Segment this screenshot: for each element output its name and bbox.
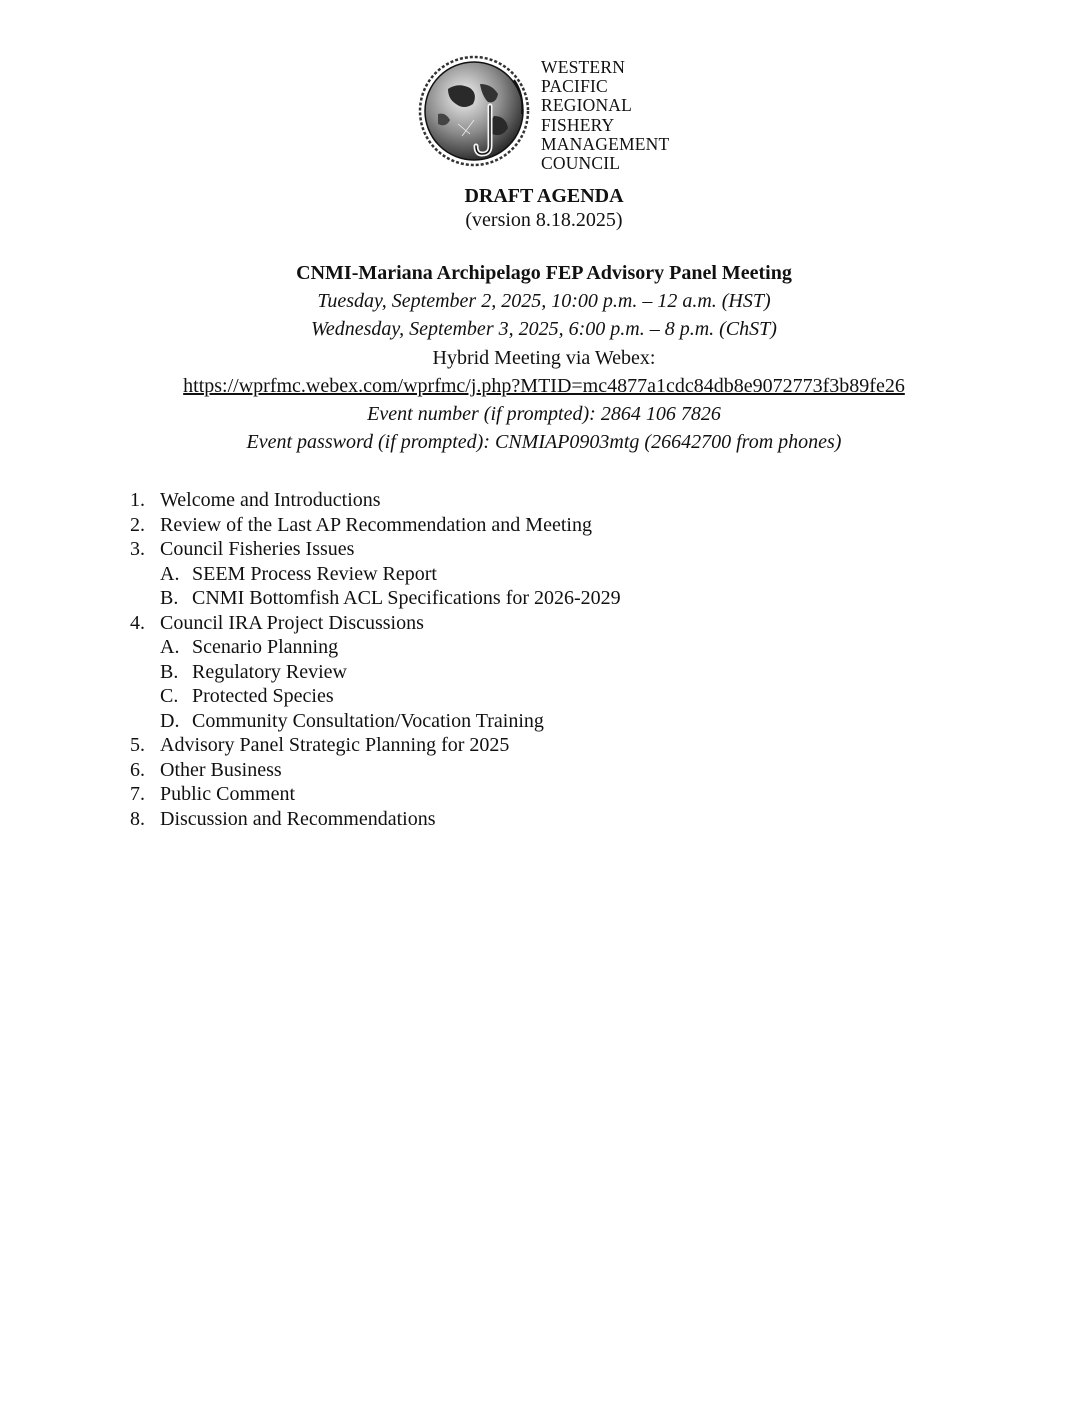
agenda-item-text: Council Fisheries Issues (160, 538, 355, 560)
council-name-line: WESTERN (541, 57, 626, 77)
meeting-name: CNMI-Mariana Archipelago FEP Advisory Panel Meeting (296, 262, 792, 284)
agenda-subitem-letter: A. (160, 636, 180, 658)
agenda-item-number: 1. (130, 489, 145, 511)
agenda-subitem-letter: B. (160, 587, 179, 609)
agenda-subitem-text: CNMI Bottomfish ACL Specifications for 2026-2029 (192, 587, 621, 609)
webex-link[interactable]: https://wprfmc.webex.com/wprfmc/j.php?MTID=mc4877a1cdc84db8e9072773f3b89fe26 (183, 375, 905, 397)
council-name-line: PACIFIC (541, 76, 608, 97)
agenda-item-number: 3. (130, 538, 145, 560)
agenda-item-number: 8. (130, 807, 145, 830)
agenda-item-text: Other Business (160, 758, 282, 781)
agenda-item-number: 5. (130, 734, 145, 756)
agenda-item-text: Review of the Last AP Recommendation and Meeting (160, 513, 592, 536)
council-name-line: FISHERY (541, 114, 615, 135)
agenda-item-text: Discussion and Recommendations (160, 807, 436, 830)
agenda-subitem-text: Protected Species (192, 685, 334, 707)
document-title: DRAFT AGENDA (464, 185, 624, 207)
agenda-subitem-letter: A. (160, 562, 180, 585)
council-name-line: REGIONAL (541, 95, 633, 116)
agenda-item-number: 7. (130, 783, 145, 805)
agenda-subitem-letter: D. (160, 709, 180, 732)
council-name-line: MANAGEMENT (541, 133, 670, 154)
agenda-subitem-text: SEEM Process Review Report (192, 562, 437, 585)
meeting-date-hst: Tuesday, September 2, 2025, 10:00 p.m. – 12 a.m. (HST) (317, 290, 771, 312)
council-logo (418, 54, 678, 174)
agenda-subitem-text: Community Consultation/Vocation Training (192, 709, 544, 732)
agenda-subitem-text: Regulatory Review (192, 660, 347, 683)
agenda-subitem-text: Scenario Planning (192, 636, 339, 658)
event-password: Event password (if prompted): CNMIAP0903mtg (26642700 from phones) (246, 431, 842, 453)
agenda-item-number: 4. (130, 611, 145, 634)
globe-with-fishhook-icon (418, 54, 530, 168)
event-number: Event number (if prompted): 2864 106 7826 (367, 403, 721, 425)
meeting-date-chst: Wednesday, September 3, 2025, 6:00 p.m. – 8 p.m. (ChST) (311, 318, 777, 340)
agenda-item-number: 2. (130, 513, 145, 536)
agenda-item-number: 6. (130, 758, 145, 781)
council-name (541, 58, 669, 173)
meeting-venue: Hybrid Meeting via Webex: (432, 347, 656, 369)
agenda-item-text: Welcome and Introductions (160, 489, 381, 511)
council-name-line: COUNCIL (541, 153, 621, 174)
agenda-item-text: Advisory Panel Strategic Planning for 2025 (160, 734, 510, 756)
agenda-subitem-letter: C. (160, 685, 179, 707)
agenda-item-text: Council IRA Project Discussions (160, 611, 424, 634)
agenda-item-text: Public Comment (160, 783, 295, 805)
document-version: (version 8.18.2025) (465, 209, 623, 231)
agenda-subitem-letter: B. (160, 660, 179, 683)
